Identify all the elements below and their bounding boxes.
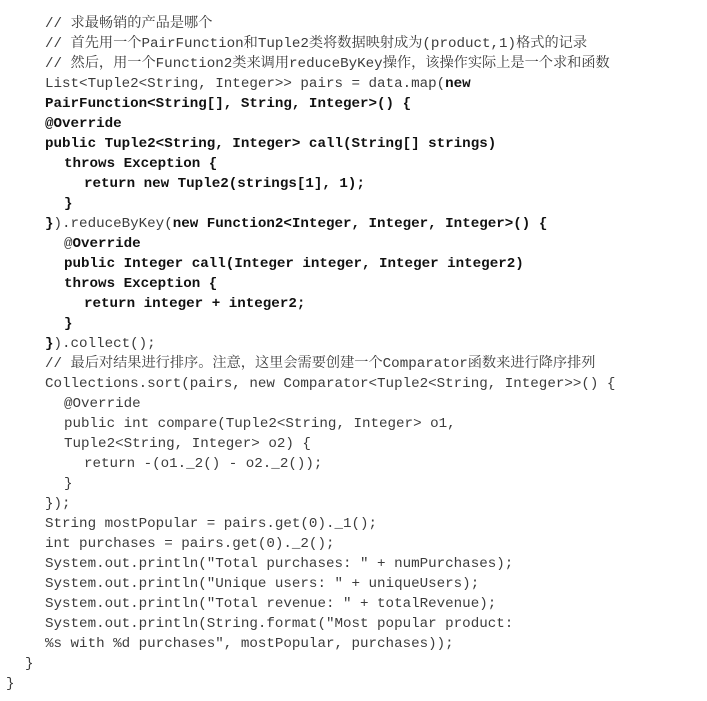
code-text: Override [72, 236, 141, 252]
code-text: } [6, 676, 15, 692]
code-text: System.out.println(String.format("Most popular product: [45, 616, 514, 632]
code-line-annotation [6, 114, 706, 134]
code-line-annotation [6, 234, 706, 254]
code-line [6, 574, 706, 594]
code-text: System.out.println("Total purchases: " + numPurchases); [45, 556, 514, 572]
code-line [6, 594, 706, 614]
code-line [6, 414, 706, 434]
code-line-comment [6, 34, 706, 54]
code-text: return -(o1._2() - o2._2()); [84, 456, 323, 472]
code-line [6, 334, 706, 354]
code-line [6, 154, 706, 174]
code-text: @Override [45, 116, 122, 132]
code-text: %s with %d purchases", mostPopular, purchases)); [45, 636, 454, 652]
code-text: return integer + integer2; [84, 296, 306, 312]
code-line [6, 134, 706, 154]
code-line-comment-title [6, 14, 706, 34]
code-text: // 求最畅销的产品是哪个 [45, 16, 213, 32]
code-text: } [25, 656, 34, 672]
code-line [6, 474, 706, 494]
code-line [6, 674, 706, 694]
code-line [6, 174, 706, 194]
code-text: int purchases = pairs.get(0)._2(); [45, 536, 335, 552]
code-text: // 首先用一个PairFunction和Tuple2类将数据映射成为(product,1)格式的记录 [45, 36, 588, 52]
code-text: } [64, 316, 73, 332]
code-text: ).reduceByKey( [53, 216, 173, 232]
code-line [6, 74, 706, 94]
code-line [6, 294, 706, 314]
code-text: throws Exception { [64, 156, 218, 172]
code-text: String mostPopular = pairs.get(0)._1(); [45, 516, 378, 532]
code-text: } [45, 216, 54, 232]
code-text: @Override [64, 396, 141, 412]
code-line [6, 654, 706, 674]
code-text: } [45, 336, 54, 352]
code-line [6, 554, 706, 574]
code-line-comment [6, 354, 706, 374]
code-text: } [64, 476, 73, 492]
code-text: public Integer call(Integer integer, Integer integer2) [64, 256, 524, 272]
code-text: // 然后，用一个Function2类来调用reduceByKey操作，该操作实际上是一个求和函数 [45, 56, 610, 72]
code-line [6, 514, 706, 534]
code-keyword: new [445, 76, 471, 92]
code-text: System.out.println("Total revenue: " + totalRevenue); [45, 596, 497, 612]
code-text: PairFunction<String[], String, Integer>() { [45, 96, 412, 112]
code-line [6, 194, 706, 214]
code-text: List<Tuple2<String, Integer>> pairs = data.map( [45, 76, 446, 92]
code-line [6, 314, 706, 334]
code-line [6, 214, 706, 234]
code-line [6, 374, 706, 394]
code-text: throws Exception { [64, 276, 218, 292]
code-text: new Function2<Integer, Integer, Integer>() { [172, 216, 548, 232]
code-text: } [64, 196, 73, 212]
code-line-comment [6, 54, 706, 74]
code-line [6, 634, 706, 654]
code-line [6, 254, 706, 274]
code-text: Tuple2<String, Integer> o2) { [64, 436, 311, 452]
code-text: public int compare(Tuple2<String, Integer> o1, [64, 416, 456, 432]
code-line [6, 494, 706, 514]
code-line [6, 274, 706, 294]
code-text: // 最后对结果进行排序。注意，这里会需要创建一个Comparator函数来进行降序排列 [45, 356, 596, 372]
code-text: }); [45, 496, 71, 512]
code-line [6, 454, 706, 474]
code-text: System.out.println("Unique users: " + uniqueUsers); [45, 576, 480, 592]
code-line [6, 434, 706, 454]
code-line [6, 534, 706, 554]
code-line [6, 614, 706, 634]
code-text: Collections.sort(pairs, new Comparator<Tuple2<String, Integer>>() { [45, 376, 616, 392]
code-text: return new Tuple2(strings[1], 1); [84, 176, 365, 192]
code-listing [6, 14, 706, 694]
code-text: @ [64, 236, 73, 252]
code-line-annotation [6, 394, 706, 414]
code-line [6, 94, 706, 114]
code-text: public Tuple2<String, Integer> call(String[] strings) [45, 136, 497, 152]
code-text: ).collect(); [53, 336, 156, 352]
